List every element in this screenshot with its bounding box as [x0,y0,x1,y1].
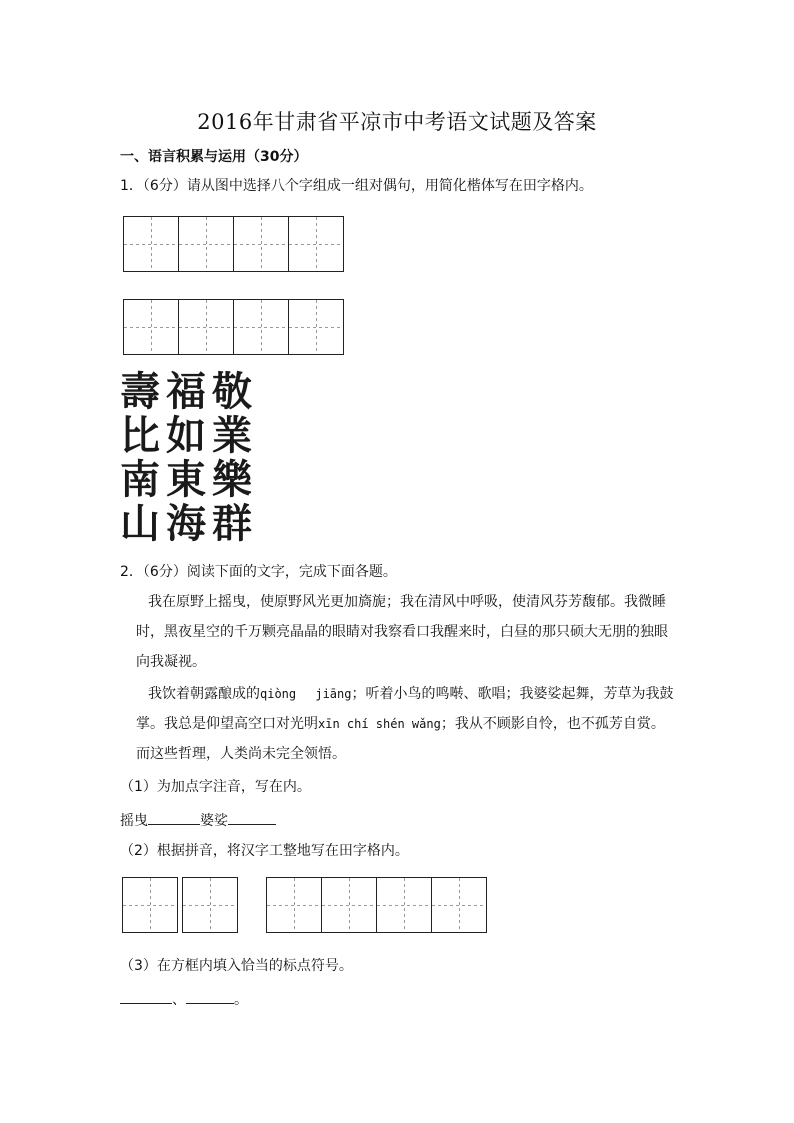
pinyin-1: qiòng jiāng [260,687,352,701]
tianzi-cell[interactable] [123,299,179,355]
calligraphy-characters [120,370,258,546]
calligraphy-row-2: 比如業 [120,412,258,459]
tianzi-cell[interactable] [266,877,322,933]
sub-question-1: （1）为加点字注音，写在内。 [120,779,311,795]
tianzi-cell[interactable] [182,877,238,933]
passage-text: 我饮着朝露酿成的 [148,686,260,702]
tianzi-cell[interactable] [288,216,344,272]
passage-p2-line1 [148,684,673,704]
calligraphy-row-3: 南東樂 [120,456,258,503]
pinyin-2: xīn chí shén wǎng [318,717,441,731]
tianzi-cell[interactable] [376,877,432,933]
question-1-prompt: 1．（6分）请从图中选择八个字组成一组对偶句，用简化楷体写在田字格内。 [120,178,593,194]
passage-p1-line2: 时，黑夜星空的千万颗亮晶晶的眼睛对我察看口我醒来时，白昼的那只硕大无朋的独眼 [136,624,668,640]
q1-grid-row-2 [124,299,344,355]
passage-p2-line2 [136,714,665,734]
separator: 、 [172,992,186,1008]
tianzi-cell[interactable] [123,216,179,272]
answer-blank-1[interactable] [148,810,200,825]
passage-text: ；听着小鸟的鸣啭、歌唱；我婆娑起舞，芳草为我鼓 [351,686,674,702]
passage-p2-line3: 而这些哲理，人类尚未完全领悟。 [136,746,346,762]
answer-blank-4[interactable] [186,989,234,1004]
calligraphy-row-4: 山海群 [120,500,258,547]
calligraphy-row-1: 壽福敬 [120,368,258,415]
tianzi-cell[interactable] [178,299,234,355]
passage-text: 掌。我总是仰望高空口对光明 [136,716,318,732]
question-2-prompt: 2．（6分）阅读下面的文字，完成下面各题。 [120,564,397,580]
answer-blank-3[interactable] [120,989,172,1004]
tianzi-cell[interactable] [431,877,487,933]
section-heading: 一、语言积累与运用（30分） [120,149,308,165]
tianzi-cell[interactable] [122,877,178,933]
sub-question-1-answers [120,810,276,831]
tianzi-cell[interactable] [178,216,234,272]
page-title: 2016年甘肃省平凉市中考语文试题及答案 [197,110,597,134]
q2-grid-pair [123,877,238,933]
tianzi-cell[interactable] [233,299,289,355]
answer-blank-2[interactable] [228,810,276,825]
tianzi-cell[interactable] [288,299,344,355]
sub-question-2: （2）根据拼音，将汉字工整地写在田字格内。 [120,843,409,859]
tianzi-cell[interactable] [321,877,377,933]
sub-question-3-answers [120,989,248,1010]
q2-grid-four [267,877,487,933]
sub-question-3: （3）在方框内填入恰当的标点符号。 [120,958,353,974]
passage-text: ；我从不顾影自怜，也不孤芳自赏。 [440,716,665,732]
word-posuo: 婆娑 [200,813,228,829]
end-mark: 。 [234,992,248,1008]
passage-p1-line3: 向我凝视。 [136,654,206,670]
passage-p1-line1: 我在原野上摇曳，使原野风光更加旖旎；我在清风中呼吸，使清风芬芳馥郁。我微睡 [148,594,666,610]
tianzi-cell[interactable] [233,216,289,272]
word-yaoye: 摇曳 [120,813,148,829]
q1-grid-row-1 [124,216,344,272]
